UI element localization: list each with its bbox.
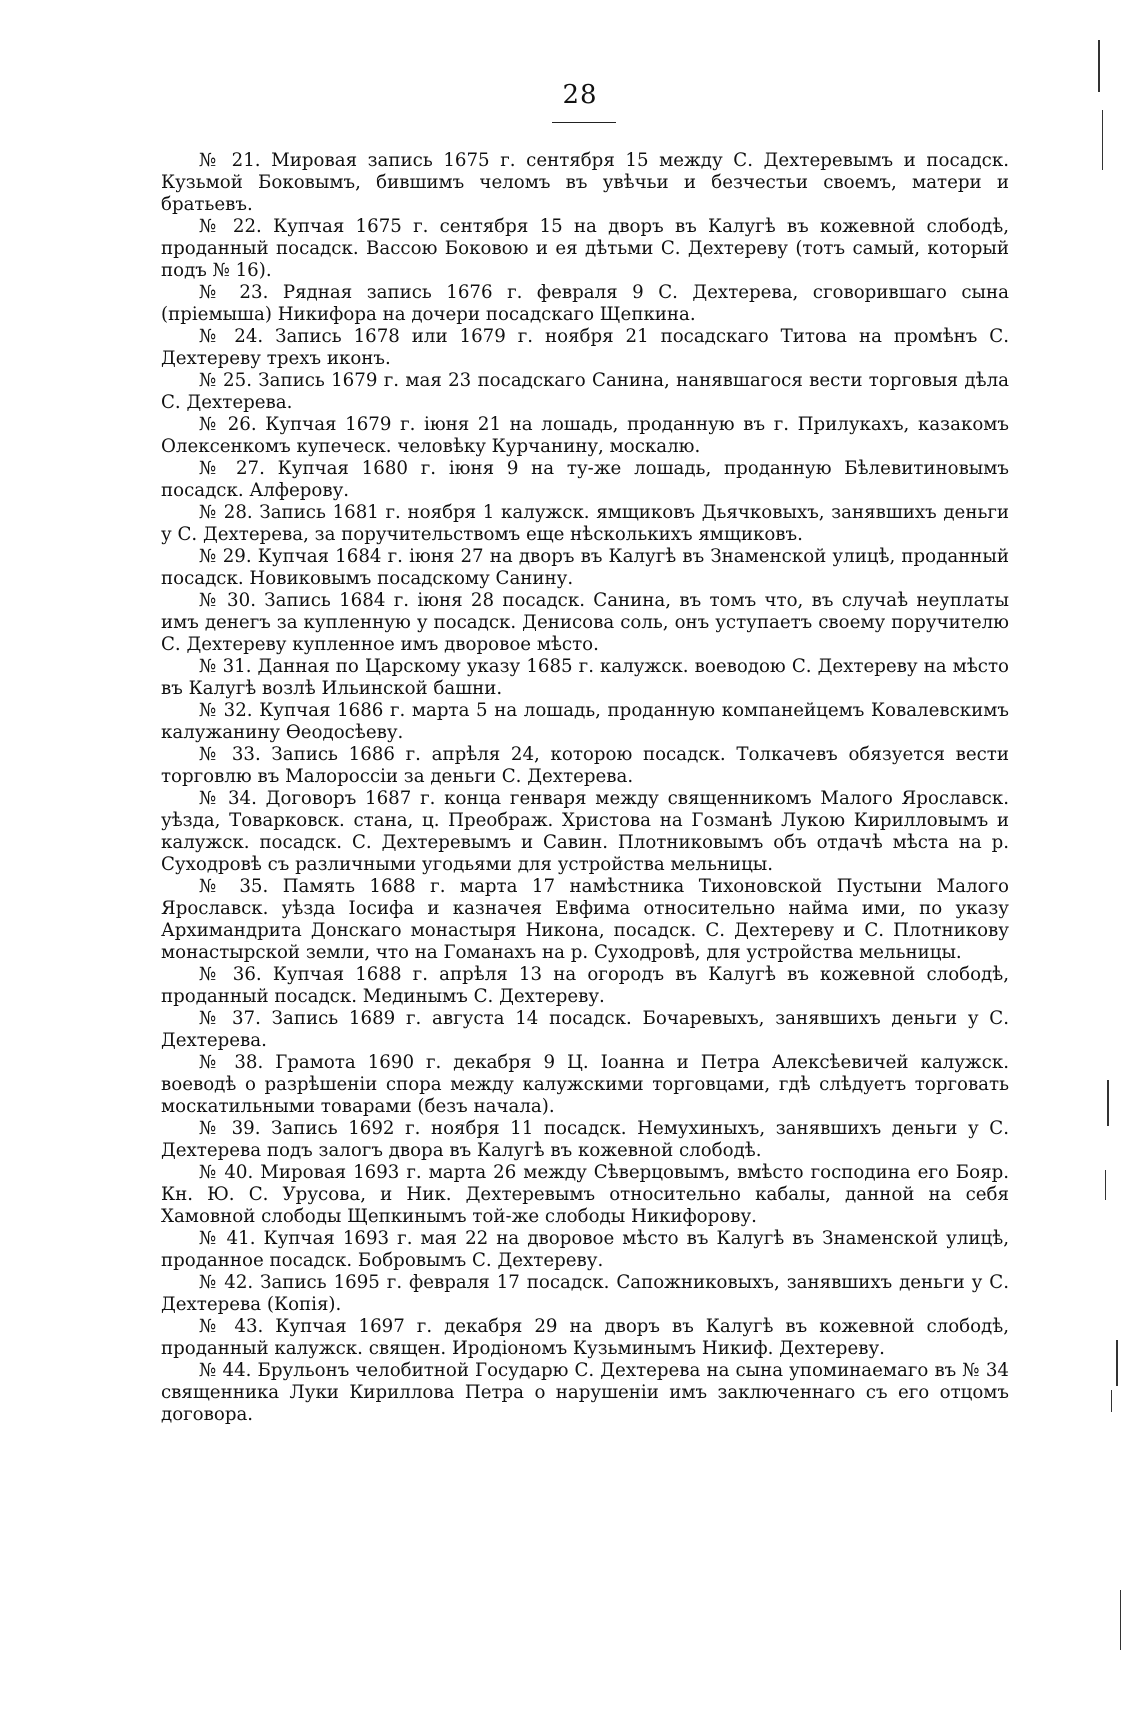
entry-34: № 34. Договоръ 1687 г. конца генваря между священникомъ Малого Ярославск. уѣзда, Товарковск. стана, ц. Преображ. Христова на Гозманѣ Лукою Кирилловымъ и калужск. посадск. С. Дехтеревымъ и Савин. Плотниковымъ объ отдачѣ мѣста на р. Суходровѣ съ различными угодьями для устройства мельницы. — [161, 788, 1009, 875]
entry-44: № 44. Брульонъ челобитной Государю С. Дехтерева на сына упоминаемаго въ № 34 священника Луки Кириллова Петра о нарушеніи имъ заключеннаго съ его отцомъ договора. — [161, 1360, 1009, 1425]
document-body — [161, 150, 1009, 1426]
entry-23: № 23. Рядная запись 1676 г. февраля 9 С. Дехтерева, сговорившаго сына (пріемыша) Никифора на дочери посадскаго Щепкина. — [161, 282, 1009, 325]
entry-29: № 29. Купчая 1684 г. іюня 27 на дворъ въ Калугѣ въ Знаменской улицѣ, проданный посадск. Новиковымъ посадскому Санину. — [161, 546, 1009, 589]
scan-edge-mark — [1120, 1590, 1121, 1650]
page-number: 28 — [562, 80, 598, 110]
entry-25: № 25. Запись 1679 г. мая 23 посадскаго Санина, нанявшагося вести торговыя дѣла С. Дехтерева. — [161, 370, 1009, 413]
entry-28: № 28. Запись 1681 г. ноября 1 калужск. ямщиковъ Дьячковыхъ, занявшихъ деньги у С. Дехтерева, за поручительствомъ еще нѣсколькихъ ямщиковъ. — [161, 502, 1009, 545]
scan-edge-mark — [1102, 110, 1103, 170]
entry-43: № 43. Купчая 1697 г. декабря 29 на дворъ въ Калугѣ въ кожевной слободѣ, проданный калужск. священ. Иродіономъ Кузьминымъ Никиф. Дехтереву. — [161, 1316, 1009, 1359]
entry-31: № 31. Данная по Царскому указу 1685 г. калужск. воеводою С. Дехтереву на мѣсто въ Калугѣ возлѣ Ильинской башни. — [161, 656, 1009, 699]
entry-27: № 27. Купчая 1680 г. іюня 9 на ту-же лошадь, проданную Бѣлевитиновымъ посадск. Алферову. — [161, 458, 1009, 501]
scan-edge-mark — [1107, 1080, 1109, 1126]
entry-39: № 39. Запись 1692 г. ноября 11 посадск. Немухиныхъ, занявшихъ деньги у С. Дехтерева подъ залогъ двора въ Калугѣ въ кожевной слободѣ. — [161, 1118, 1009, 1161]
scan-edge-mark — [1116, 1340, 1118, 1386]
entry-38: № 38. Грамота 1690 г. декабря 9 Ц. Іоанна и Петра Алексѣевичей калужск. воеводѣ о разрѣшеніи спора между калужскими торговцами, гдѣ слѣдуетъ торговать москатильными товарами (безъ начала). — [161, 1052, 1009, 1117]
page-number-rule — [552, 122, 616, 123]
entry-42: № 42. Запись 1695 г. февраля 17 посадск. Сапожниковыхъ, занявшихъ деньги у С. Дехтерева (Копія). — [161, 1272, 1009, 1315]
entry-22: № 22. Купчая 1675 г. сентября 15 на дворъ въ Калугѣ въ кожевной слободѣ, проданный посадск. Вассою Боковою и ея дѣтьми С. Дехтереву (тотъ самый, который подъ № 16). — [161, 216, 1009, 281]
entry-21: № 21. Мировая запись 1675 г. сентября 15 между С. Дехтеревымъ и посадск. Кузьмой Боковымъ, бившимъ челомъ въ увѣчьи и безчестьи своемъ, матери и братьевъ. — [161, 150, 1009, 215]
entry-40: № 40. Мировая 1693 г. марта 26 между Сѣверцовымъ, вмѣсто господина его Бояр. Кн. Ю. С. Урусова, и Ник. Дехтеревымъ относительно кабалы, данной на себя Хамовной слободы Щепкинымъ той-же слободы Никифорову. — [161, 1162, 1009, 1227]
scan-edge-mark — [1105, 1170, 1106, 1200]
entry-33: № 33. Запись 1686 г. апрѣля 24, которою посадск. Толкачевъ обязуется вести торговлю въ Малороссіи за деньги С. Дехтерева. — [161, 744, 1009, 787]
entry-26: № 26. Купчая 1679 г. іюня 21 на лошадь, проданную въ г. Прилукахъ, казакомъ Олексенкомъ купеческ. человѣку Курчанину, москалю. — [161, 414, 1009, 457]
entry-37: № 37. Запись 1689 г. августа 14 посадск. Бочаревыхъ, занявшихъ деньги у С. Дехтерева. — [161, 1008, 1009, 1051]
scan-edge-mark — [1098, 40, 1100, 92]
entry-41: № 41. Купчая 1693 г. мая 22 на дворовое мѣсто въ Калугѣ въ Знаменской улицѣ, проданное посадск. Бобровымъ С. Дехтереву. — [161, 1228, 1009, 1271]
entry-24: № 24. Запись 1678 или 1679 г. ноября 21 посадскаго Титова на промѣнъ С. Дехтереву трехъ иконъ. — [161, 326, 1009, 369]
entry-30: № 30. Запись 1684 г. іюня 28 посадск. Санина, въ томъ что, въ случаѣ неуплаты имъ денегъ за купленную у посадск. Денисова соль, онъ уступаетъ своему поручителю С. Дехтереву купленное имъ дворовое мѣсто. — [161, 590, 1009, 655]
entry-35: № 35. Память 1688 г. марта 17 намѣстника Тихоновской Пустыни Малого Ярославск. уѣзда Іосифа и казначея Евфима относительно найма ими, по указу Архимандрита Донскаго монастыря Никона, посадск. С. Дехтереву и С. Плотникову монастырской земли, что на Гоманахъ на р. Суходровѣ, для устройства мельницы. — [161, 876, 1009, 963]
entry-36: № 36. Купчая 1688 г. апрѣля 13 на огородъ въ Калугѣ въ кожевной слободѣ, проданный посадск. Мединымъ С. Дехтереву. — [161, 964, 1009, 1007]
scan-edge-mark — [1111, 1390, 1112, 1412]
entry-32: № 32. Купчая 1686 г. марта 5 на лошадь, проданную компанейцемъ Ковалевскимъ калужанину Ѳеодосѣеву. — [161, 700, 1009, 743]
